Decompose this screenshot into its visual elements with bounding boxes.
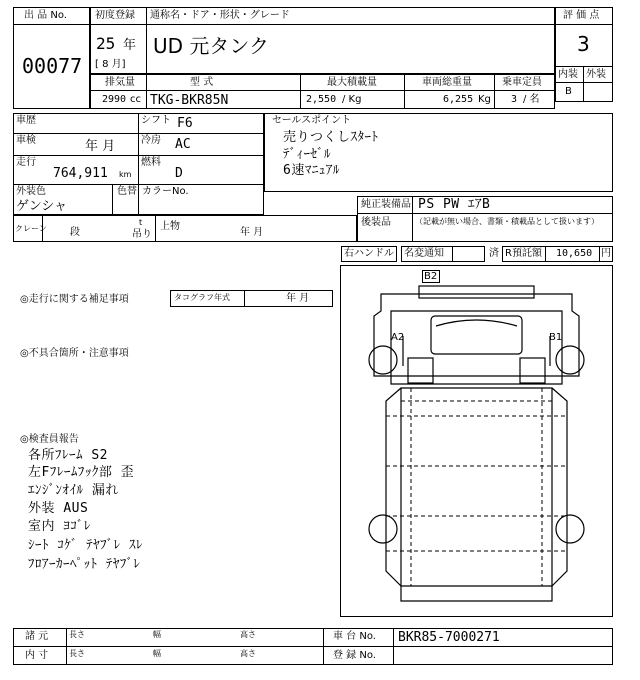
- fuel-value: D: [175, 166, 183, 181]
- truck-outline: [341, 266, 612, 616]
- crane-top-label: 上物: [160, 221, 180, 232]
- gross-weight: 6,255: [443, 94, 474, 105]
- crane-row: [13, 215, 357, 242]
- damage-mark-a2: A2: [391, 332, 405, 343]
- model-label: 型 式: [190, 77, 214, 88]
- first-reg-year: 25: [96, 34, 116, 53]
- tachograph-label: タコグラフ年式: [174, 293, 230, 302]
- driving-notes-label: ◎走行に関する補足事項: [20, 294, 129, 305]
- max-load: 2,550: [306, 94, 337, 105]
- interior-grade: B: [565, 86, 572, 97]
- gross-weight-unit: Kg: [478, 94, 491, 105]
- inspector-line-2: 左Fﾌﾚｰﾑﾌｯｸ部 歪: [28, 465, 135, 480]
- recycle-label: R預託額: [505, 248, 542, 259]
- tachograph-value: 年 月: [286, 293, 310, 304]
- width-label-2: 幅: [153, 649, 161, 658]
- displacement-label: 排気量: [105, 77, 135, 88]
- capacity: 3: [511, 94, 518, 105]
- color-value: ゲンシャ: [16, 199, 68, 214]
- length-label-2: 長さ: [69, 649, 85, 658]
- inspector-line-1: 各所ﾌﾚｰﾑ S2: [28, 448, 108, 463]
- color-code-label: カラーNo.: [142, 186, 189, 197]
- crane-lift: 吊り: [132, 229, 152, 240]
- defects-label: ◎不具合箇所・注意事項: [20, 348, 129, 359]
- displacement: 2990: [102, 94, 127, 105]
- color-change-label: 色替: [117, 186, 137, 197]
- crane-top-value: 年 月: [240, 227, 264, 238]
- height-label-1: 高さ: [240, 630, 256, 639]
- recycle-amount: 10,650: [556, 248, 593, 259]
- capacity-label: 乗車定員: [502, 77, 542, 88]
- crane-steps: 段: [70, 227, 80, 238]
- inspection-label: 車検: [16, 135, 36, 146]
- interior-label: 内装: [558, 69, 578, 80]
- sales-line-1: 売りつくしｽﾀｰﾄ: [283, 130, 379, 145]
- history-label: 車歴: [16, 115, 36, 126]
- inspector-line-3: ｴﾝｼﾞﾝｵｲﾙ 漏れ: [28, 483, 119, 498]
- displacement-unit: cc: [130, 94, 141, 105]
- exterior-label: 外装: [586, 69, 606, 80]
- length-label-1: 長さ: [69, 630, 85, 639]
- gross-weight-label: 車両総重量: [422, 77, 472, 88]
- score-value: 3: [577, 32, 590, 56]
- color-label: 外装色: [16, 186, 46, 197]
- ac-value: AC: [175, 137, 191, 152]
- chassis-number: BKR85-7000271: [398, 630, 500, 645]
- crane-lift-t: t: [139, 218, 143, 227]
- lot-label: 出 品 No.: [24, 10, 67, 21]
- aftermarket-note: （記載が無い場合、書類・積載品として扱います）: [415, 217, 599, 226]
- mileage-value: 764,911: [53, 166, 108, 181]
- chassis-label: 車 台 No.: [333, 631, 376, 642]
- specs-row-label: 諸 元: [25, 631, 49, 642]
- shift-value: F6: [177, 116, 193, 131]
- width-label-1: 幅: [153, 630, 161, 639]
- first-reg-month: [ 8 月]: [95, 59, 126, 70]
- fuel-label: 燃料: [141, 157, 161, 168]
- truck-diagram: [340, 265, 613, 617]
- ac-label: 冷房: [141, 135, 161, 146]
- max-load-label: 最大積載量: [327, 77, 377, 88]
- oem-equipment: PS PW ｴｱB: [418, 197, 491, 212]
- model: TKG-BKR85N: [150, 93, 229, 108]
- damage-mark-b2-label: B2: [424, 271, 438, 282]
- score-label: 評 価 点: [563, 10, 600, 21]
- height-label-2: 高さ: [240, 649, 256, 658]
- sales-point-label: セールスポイント: [272, 115, 352, 126]
- registration-label: 登 録 No.: [333, 650, 376, 661]
- capacity-unit: / 名: [523, 94, 540, 105]
- max-load-unit: / Kg: [342, 94, 362, 105]
- vehicle-name: UD 元タンク: [153, 34, 269, 58]
- inspection-value: 年 月: [85, 139, 116, 154]
- first-reg-year-unit: 年: [123, 38, 137, 53]
- damage-mark-b1: B1: [549, 332, 563, 343]
- mileage-label: 走行: [16, 157, 36, 168]
- inspector-line-6: ｼｰﾄ ｺｹﾞ ﾃﾔﾌﾞﾚ ｽﾚ: [28, 538, 143, 553]
- crane-label: クレーン: [15, 224, 47, 233]
- shift-label: シフト: [141, 115, 171, 126]
- name-change-label: 名変通知: [404, 248, 444, 259]
- rhd-label: 右ハンドル: [344, 248, 394, 259]
- mileage-unit: km: [119, 170, 132, 179]
- aftermarket-label: 後装品: [361, 217, 391, 228]
- inspector-line-5: 室内 ﾖｺﾞﾚ: [28, 519, 91, 534]
- recycle-unit: 円: [601, 248, 611, 259]
- sales-line-3: 6速ﾏﾆｭｱﾙ: [283, 163, 340, 178]
- recycle-check: 済: [489, 248, 499, 259]
- name-label: 通称名・ドア・形状・グレード: [150, 10, 290, 21]
- first-reg-label: 初度登録: [95, 10, 135, 21]
- inspector-report-label: ◎検査員報告: [20, 434, 79, 445]
- lot-number: 00077: [22, 54, 83, 78]
- inspector-line-7: ﾌﾛｱｰｶｰﾍﾟｯﾄ ﾃﾔﾌﾞﾚ: [28, 557, 141, 572]
- sales-line-2: ﾃﾞｨｰｾﾞﾙ: [283, 147, 331, 162]
- oem-label: 純正装備品: [361, 199, 411, 210]
- inner-dim-row-label: 内 寸: [25, 650, 49, 661]
- inspector-line-4: 外装 AUS: [28, 501, 89, 516]
